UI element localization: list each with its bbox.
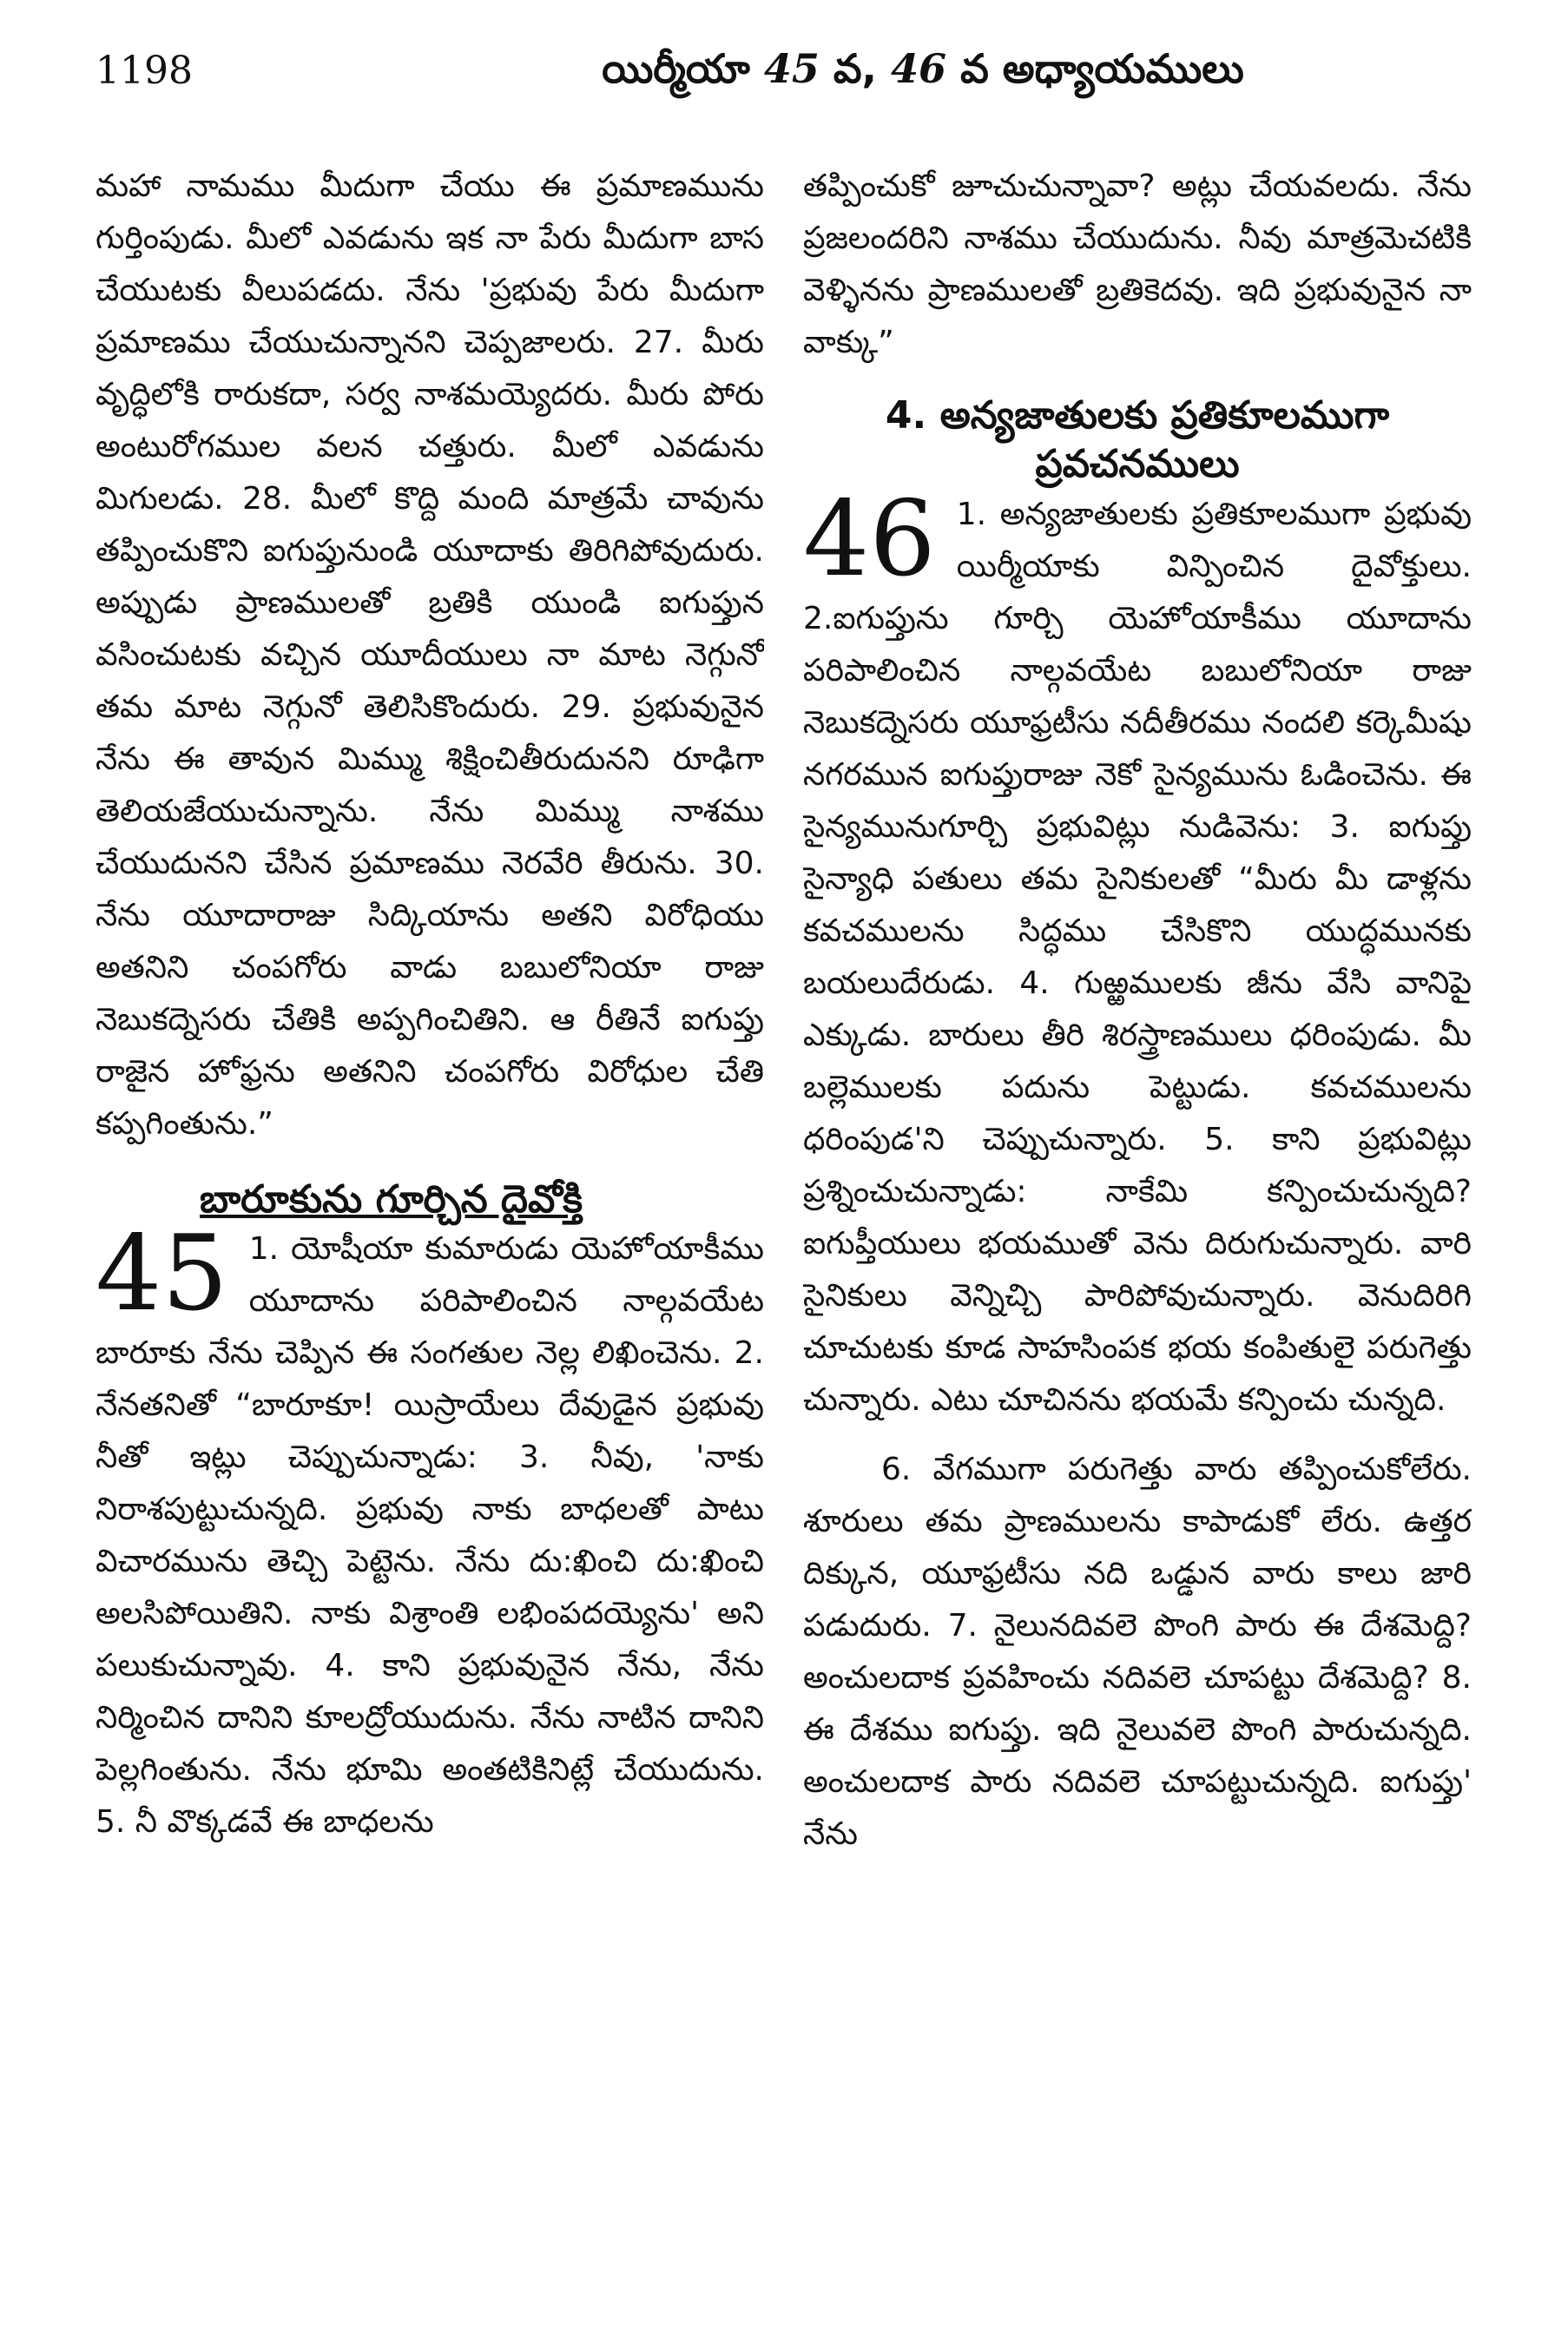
chapter-46-number: 46 bbox=[803, 479, 936, 600]
section-heading: 4. అన్యజాతులకు ప్రతికూలముగా ప్రవచనములు bbox=[885, 393, 1390, 486]
chapter-45-title: బారూకును గూర్చిన దైవోక్తి bbox=[200, 1177, 583, 1222]
page-number: 1198 bbox=[96, 49, 193, 93]
chapter-45-number: 45 bbox=[96, 1214, 228, 1334]
running-title-mid: వ, bbox=[819, 45, 892, 92]
running-title-chapter-b: 46 bbox=[891, 45, 947, 92]
left-column bbox=[96, 161, 764, 2317]
right-column bbox=[803, 161, 1472, 2317]
paragraph-6: 6. వేగముగా పరుగెత్తు వారు తప్పించుకోలేరు. శూరులు తమ ప్రాణములను కాపాడుకో లేరు. ఉత్తర దిక్కున, యూఫ్రటీసు నది ఒడ్డున వారు కాలు జారి పడుదురు. 7. నైలునదివలె పొంగి పారు ఈ దేశమెద్ది? అంచులదాక ప్రవహించు నదివలె చూపట్టు దేశమెద్ది? 8. ఈ దేశము ఐగుప్తు. ఇది నైలువలె పొంగి పారుచున్నది. అంచులదాక పారు నదివలె చూపట్టుచున్నది. ఐగుప్తు' నేను bbox=[803, 1452, 1472, 1852]
running-title-chapter-a: 45 bbox=[763, 45, 820, 92]
chapter-45-block bbox=[96, 1176, 764, 1848]
opening-paragraph: మహా నామము మీదుగా చేయు ఈ ప్రమాణమును గుర్తింపుడు. మీలో ఎవడును ఇక నా పేరు మీదుగా బాస చేయుటకు వీలుపడదు. నేను 'ప్రభువు పేరు మీదుగా ప్రమాణము చేయుచున్నానని చెప్పజాలరు. 27. మీరు వృద్ధిలోకి రారుకదా, సర్వ నాశమయ్యెదరు. మీరు పోరు అంటురోగముల వలన చత్తురు. మీలో ఎవడును మిగులడు. 28. మీలో కొద్ది మంది మాత్రమే చావును తప్పించుకొని ఐగుప్తునుండి యూదాకు తిరిగిపోవుదురు. అప్పుడు ప్రాణములతో బ్రతికి యుండి ఐగుప్తున వసించుటకు వచ్చిన యూదీయులు నా మాట నెగ్గునో తమ మాట నెగ్గునో తెలిసికొందురు. 29. ప్రభువునైన నేను ఈ తావున మిమ్ము శిక్షించితీరుదునని రూఢిగా తెలియజేయుచున్నాను. నేను మిమ్ము నాశము చేయుదునని చేసిన ప్రమాణము నెరవేరి తీరును. 30. నేను యూదారాజు సిద్కియాను అతని విరోధియు అతనిని చంపగోరు వాడు బబులోనియా రాజు నెబుకద్నెసరు చేతికి అప్పగించితిని. ఆ రీతినే ఐగుప్తు రాజైన హోఫ్రను అతనిని చంపగోరు విరోధుల చేతి కప్పగింతును.” bbox=[96, 168, 764, 1142]
page-header bbox=[96, 42, 1472, 111]
chapter-46-text: 1. అన్యజాతులకు ప్రతికూలముగా ప్రభువు యిర్మీయాకు విన్పించిన దైవోక్తులు. 2.ఐగుప్తును గూర్చి యెహోయాకీము యూదాను పరిపాలించిన నాల్గవయేట బబులోనియా రాజు నెబుకద్నెసరు యూఫ్రటీసు నదీతీరము నందలి కర్కెమీషు నగరమున ఐగుప్తురాజు నెకో సైన్యమును ఓడించెను. ఈ సైన్యమునుగూర్చి ప్రభువిట్లు నుడివెను: 3. ఐగుప్తు సైన్యాధి పతులు తమ సైనికులతో “మీరు మీ డాళ్లను కవచములను సిద్ధము చేసికొని యుద్ధమునకు బయలుదేరుడు. 4. గుఱ్ఱములకు జీను వేసి వానిపై ఎక్కుడు. బారులు తీరి శిరస్త్రాణములు ధరింపుడు. మీ బల్లెములకు పదును పెట్టుడు. కవచములను ధరింపుడ'ని చెప్పుచున్నారు. 5. కాని ప్రభువిట్లు ప్రశ్నించుచున్నాడు: నాకేమి కన్పించుచున్నది? ఐగుప్తీయులు భయముతో వెను దిరుగుచున్నారు. వారి సైనికులు వెన్నిచ్చి పారిపోవుచున్నారు. వెనుదిరిగి చూచుటకు కూడ సాహసింపక భయ కంపితులై పరుగెత్తు చున్నారు. ఎటు చూచినను భయమే కన్పించు చున్నది. bbox=[803, 497, 1472, 1418]
running-title bbox=[373, 45, 1472, 102]
chapter-45-text: 1. యోషీయా కుమారుడు యెహోయాకీము యూదాను పరిపాలించిన నాల్గవయేట బారూకు నేను చెప్పిన ఈ సంగతుల నెల్ల లిఖించెను. 2. నేనతనితో “బారూకూ! యిస్రాయేలు దేవుడైన ప్రభువు నీతో ఇట్లు చెప్పుచున్నాడు: 3. నీవు, 'నాకు నిరాశపుట్టుచున్నది. ప్రభువు నాకు బాధలతో పాటు విచారమును తెచ్చి పెట్టెను. నేను దు:ఖించి దు:ఖించి అలసిపోయితిని. నాకు విశ్రాంతి లభింపదయ్యెను' అని పలుకుచున్నావు. 4. కాని ప్రభువునైన నేను, నేను నిర్మించిన దానిని కూలద్రోయుదును. నేను నాటిన దానిని పెల్లగింతును. నేను భూమి అంతటికినిట్లే చేయుదును. 5. నీ వొక్కడవే ఈ బాధలను bbox=[96, 1231, 764, 1840]
running-title-prefix: యిర్మీయా bbox=[602, 45, 764, 92]
continued-paragraph: తప్పించుకో జూచుచున్నావా? అట్లు చేయవలదు. నేను ప్రజలందరిని నాశము చేయుదును. నీవు మాత్రమెచటికి వెళ్ళినను ప్రాణములతో బ్రతికెదవు. ఇది ప్రభువునైన నా వాక్కు” bbox=[803, 168, 1472, 360]
chapter-46-block bbox=[803, 479, 1472, 1426]
running-title-suffix: వ అధ్యాయములు bbox=[946, 45, 1244, 92]
